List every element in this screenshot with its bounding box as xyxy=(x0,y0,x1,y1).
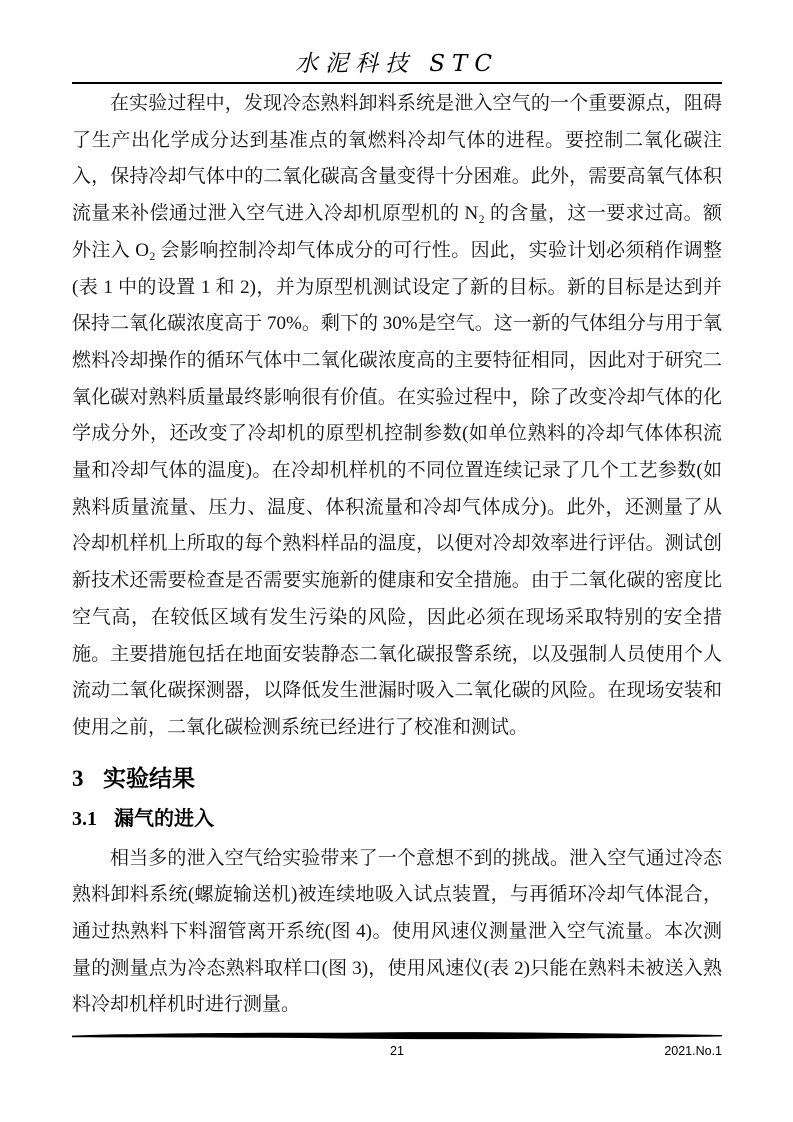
paragraph-false-air: 相当多的泄入空气给实验带来了一个意想不到的挑战。泄入空气通过冷态熟料卸料系统(螺旋输送机)被连续地吸入试点装置，与再循环冷却气体混合，通过热熟料下料溜管离开系统(图 4)。使用风速仪测量泄入空气流量。本次测量的测量点为冷态熟料取样口(图 3)，使用风速仪(表 2)只能在熟料未被送入熟料冷却机样机时进行测量。 xyxy=(72,847,722,1016)
section-3-1-number: 3.1 xyxy=(72,807,97,830)
section-heading-3 xyxy=(72,763,722,794)
header-rule xyxy=(72,82,722,84)
section-3-1-title: 漏气的进入 xyxy=(114,807,214,830)
footer-decorative-rule xyxy=(72,1031,722,1040)
page-header xyxy=(72,48,722,84)
document-body xyxy=(72,86,722,1024)
section-3-number: 3 xyxy=(72,765,84,791)
journal-title: 水泥科技 STC xyxy=(294,51,499,77)
section-heading-3-1 xyxy=(72,806,722,833)
page-content xyxy=(72,0,722,1024)
footer-row xyxy=(72,1042,722,1060)
issue-label: 2021.No.1 xyxy=(664,1044,722,1058)
section-3-title: 实验结果 xyxy=(103,764,196,791)
page-number: 21 xyxy=(390,1044,404,1058)
page-footer xyxy=(72,1031,722,1060)
paragraph-experiment-process: 在实验过程中，发现冷态熟料卸料系统是泄入空气的一个重要源点，阻碍了生产出化学成分达到基准点的氧燃料冷却气体的进程。要控制二氧化碳注入，保持冷却气体中的二氧化碳高含量变得十分困难。此外，需要高氧气体积流量来补偿通过泄入空气进入冷却机原型机的 N₂ 的含量，这一要求过高。额外注入 O₂ 会影响控制冷却气体成分的可行性。因此，实验计划必须稍作调整(表 1 中的设置 1 和 2)，并为原型机测试设定了新的目标。新的目标是达到并保持二氧化碳浓度高于 70%。剩下的 30%是空气。这一新的气体组分与用于氧燃料冷却操作的循环气体中二氧化碳浓度高的主要特征相同，因此对于研究二氧化碳对熟料质量最终影响很有价值。在实验过程中，除了改变冷却气体的化学成分外，还改变了冷却机的原型机控制参数(如单位熟料的冷却气体体积流量和冷却气体的温度)。在冷却机样机的不同位置连续记录了几个工艺参数(如熟料质量流量、压力、温度、体积流量和冷却气体成分)。此外，还测量了从冷却机样机上所取的每个熟料样品的温度，以便对冷却效率进行评估。测试创新技术还需要检查是否需要实施新的健康和安全措施。由于二氧化碳的密度比空气高，在较低区域有发生污染的风险，因此必须在现场采取特别的安全措施。主要措施包括在地面安装静态二氧化碳报警系统，以及强制人员使用个人流动二氧化碳探测器，以降低发生泄漏时吸入二氧化碳的风险。在现场安装和使用之前，二氧化碳检测系统已经进行了校准和测试。 xyxy=(72,93,722,738)
